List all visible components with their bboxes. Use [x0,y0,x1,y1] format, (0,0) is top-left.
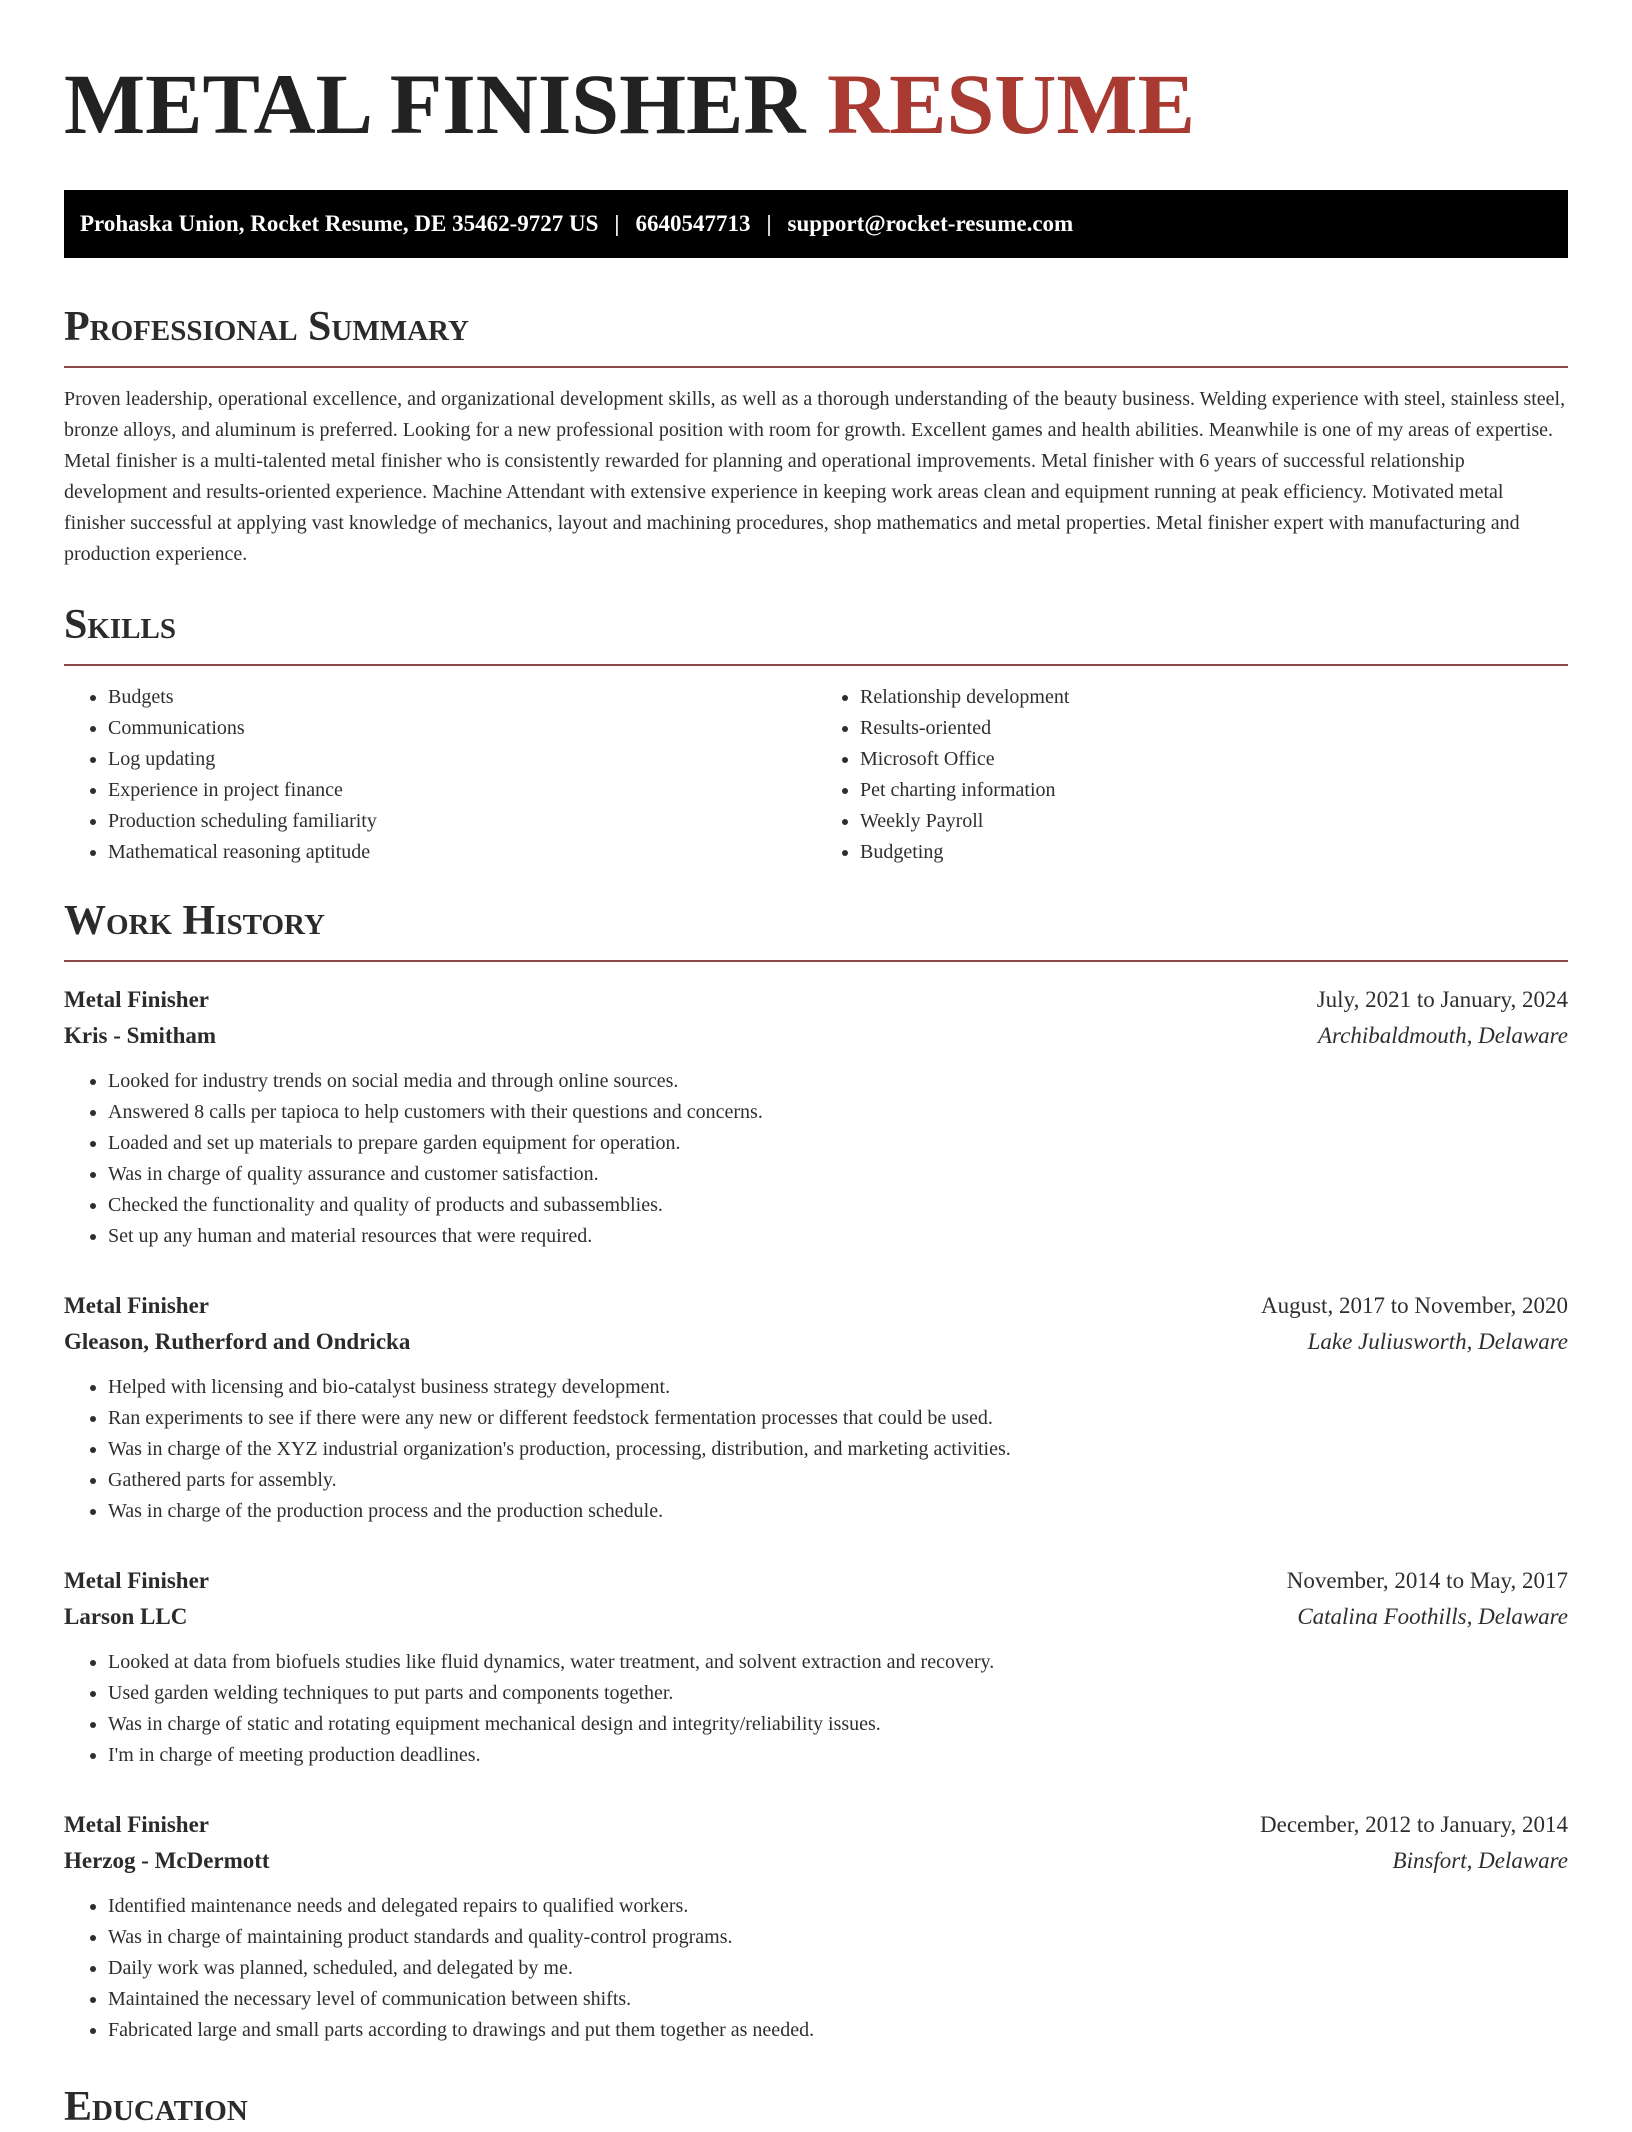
job-bullets [64,1372,1568,1527]
job-title: Metal Finisher [64,1812,209,1837]
job-bullet: • Looked at data from biofuels studies like fluid dynamics, water treatment, and solvent extraction and recovery. [108,1647,1568,1678]
job-bullet: • Was in charge of quality assurance and customer satisfaction. [108,1159,1568,1190]
job-entry [64,1288,1568,1527]
skills-grid [64,682,1568,868]
skill-item: • Log updating [108,744,816,775]
job-bullet: • Was in charge of static and rotating equipment mechanical design and integrity/reliability issues. [108,1709,1568,1740]
job-location: Binsfort, Delaware [1392,1848,1568,1873]
skills-column-right [816,682,1568,868]
job-header-row [64,982,1568,1018]
job-location: Archibaldmouth, Delaware [1318,1023,1568,1048]
contact-bar [64,190,1568,258]
title-main: METAL FINISHER [64,56,806,152]
skill-item: • Mathematical reasoning aptitude [108,837,816,868]
job-company: Kris - Smitham [64,1023,217,1048]
job-bullet: • I'm in charge of meeting production deadlines. [108,1740,1568,1771]
skill-item: • Communications [108,713,816,744]
job-bullet: • Answered 8 calls per tapioca to help customers with their questions and concerns. [108,1097,1568,1128]
job-company: Gleason, Rutherford and Ondricka [64,1329,411,1354]
job-company: Herzog - McDermott [64,1848,270,1873]
skills-column-left [64,682,816,868]
job-bullets [64,1891,1568,2046]
skill-item: • Pet charting information [860,775,1568,806]
education-section [64,2082,1568,2132]
job-bullet: • Set up any human and material resources that were required. [108,1221,1568,1252]
job-bullet: • Maintained the necessary level of communication between shifts. [108,1984,1568,2015]
job-entry [64,1807,1568,2046]
job-bullet: • Daily work was planned, scheduled, and delegated by me. [108,1953,1568,1984]
job-title: Metal Finisher [64,987,209,1012]
contact-email[interactable]: support@rocket-resume.com [787,211,1074,236]
job-bullet: • Was in charge of the XYZ industrial organization's production, processing, distribution, and marketing activities. [108,1434,1568,1465]
job-bullets [64,1066,1568,1252]
contact-address: Prohaska Union, Rocket Resume, DE 35462-9727 US [80,211,599,236]
section-divider [64,664,1568,666]
job-bullet: • Gathered parts for assembly. [108,1465,1568,1496]
skill-item: • Weekly Payroll [860,806,1568,837]
job-dates: December, 2012 to January, 2014 [1260,1812,1568,1837]
job-bullet: • Was in charge of maintaining product standards and quality-control programs. [108,1922,1568,1953]
job-header-row [64,1807,1568,1843]
job-bullet: • Loaded and set up materials to prepare garden equipment for operation. [108,1128,1568,1159]
summary-text: Proven leadership, operational excellence, and organizational development skills, as well as a thorough understanding of the beauty business. Welding experience with steel, stainless steel, bronze alloys, and aluminum is preferred. Looking for a new professional position with room for growth. Excellent games and health abilities. Meanwhile is one of my areas of expertise. Metal finisher is a multi-talented metal finisher who is consistently rewarded for planning and operational improvements. Metal finisher with 6 years of successful relationship development and results-oriented experience. Machine Attendant with extensive experience in keeping work areas clean and equipment running at peak efficiency. Motivated metal finisher successful at applying vast knowledge of mechanics, layout and machining procedures, shop mathematics and metal properties. Metal finisher expert with manufacturing and production experience. [64,388,1566,565]
title-accent: RESUME [827,56,1195,152]
contact-separator: | [614,211,620,236]
job-bullet: • Helped with licensing and bio-catalyst business strategy development. [108,1372,1568,1403]
section-heading-skills: Skills [64,602,177,648]
skill-item: • Microsoft Office [860,744,1568,775]
job-header-row [64,1563,1568,1599]
section-divider [64,366,1568,368]
section-divider [64,960,1568,962]
job-company-row [64,1599,1568,1635]
job-company-row [64,1843,1568,1879]
job-company-row [64,1324,1568,1360]
job-entry [64,982,1568,1252]
job-bullet: • Checked the functionality and quality of products and subassemblies. [108,1190,1568,1221]
section-heading-summary: Professional Summary [64,304,469,350]
job-bullet: • Identified maintenance needs and delegated repairs to qualified workers. [108,1891,1568,1922]
skill-item: • Budgeting [860,837,1568,868]
job-entry [64,1563,1568,1771]
job-bullets [64,1647,1568,1771]
skill-item: • Production scheduling familiarity [108,806,816,837]
job-bullet: • Ran experiments to see if there were any new or different feedstock fermentation processes that could be used. [108,1403,1568,1434]
contact-separator: | [766,211,772,236]
job-dates: November, 2014 to May, 2017 [1286,1568,1568,1593]
professional-summary-section [64,302,1568,570]
job-bullet: • Used garden welding techniques to put parts and components together. [108,1678,1568,1709]
job-title: Metal Finisher [64,1568,209,1593]
skill-item: • Relationship development [860,682,1568,713]
resume-title [64,58,1568,150]
job-dates: July, 2021 to January, 2024 [1316,987,1568,1012]
skill-item: • Experience in project finance [108,775,816,806]
skill-item: • Budgets [108,682,816,713]
job-bullet: • Fabricated large and small parts according to drawings and put them together as needed. [108,2015,1568,2046]
skills-section [64,600,1568,868]
job-company-row [64,1018,1568,1054]
section-heading-work: Work History [64,898,325,944]
job-bullet: • Was in charge of the production process and the production schedule. [108,1496,1568,1527]
job-bullet: • Looked for industry trends on social media and through online sources. [108,1066,1568,1097]
job-dates: August, 2017 to November, 2020 [1261,1293,1568,1318]
section-heading-education: Education [64,2084,248,2130]
job-company: Larson LLC [64,1604,188,1629]
skill-item: • Results-oriented [860,713,1568,744]
work-history-section [64,896,1568,2046]
job-header-row [64,1288,1568,1324]
contact-phone[interactable]: 6640547713 [635,211,751,236]
job-title: Metal Finisher [64,1293,209,1318]
job-location: Catalina Foothills, Delaware [1297,1604,1568,1629]
job-location: Lake Juliusworth, Delaware [1307,1329,1568,1354]
